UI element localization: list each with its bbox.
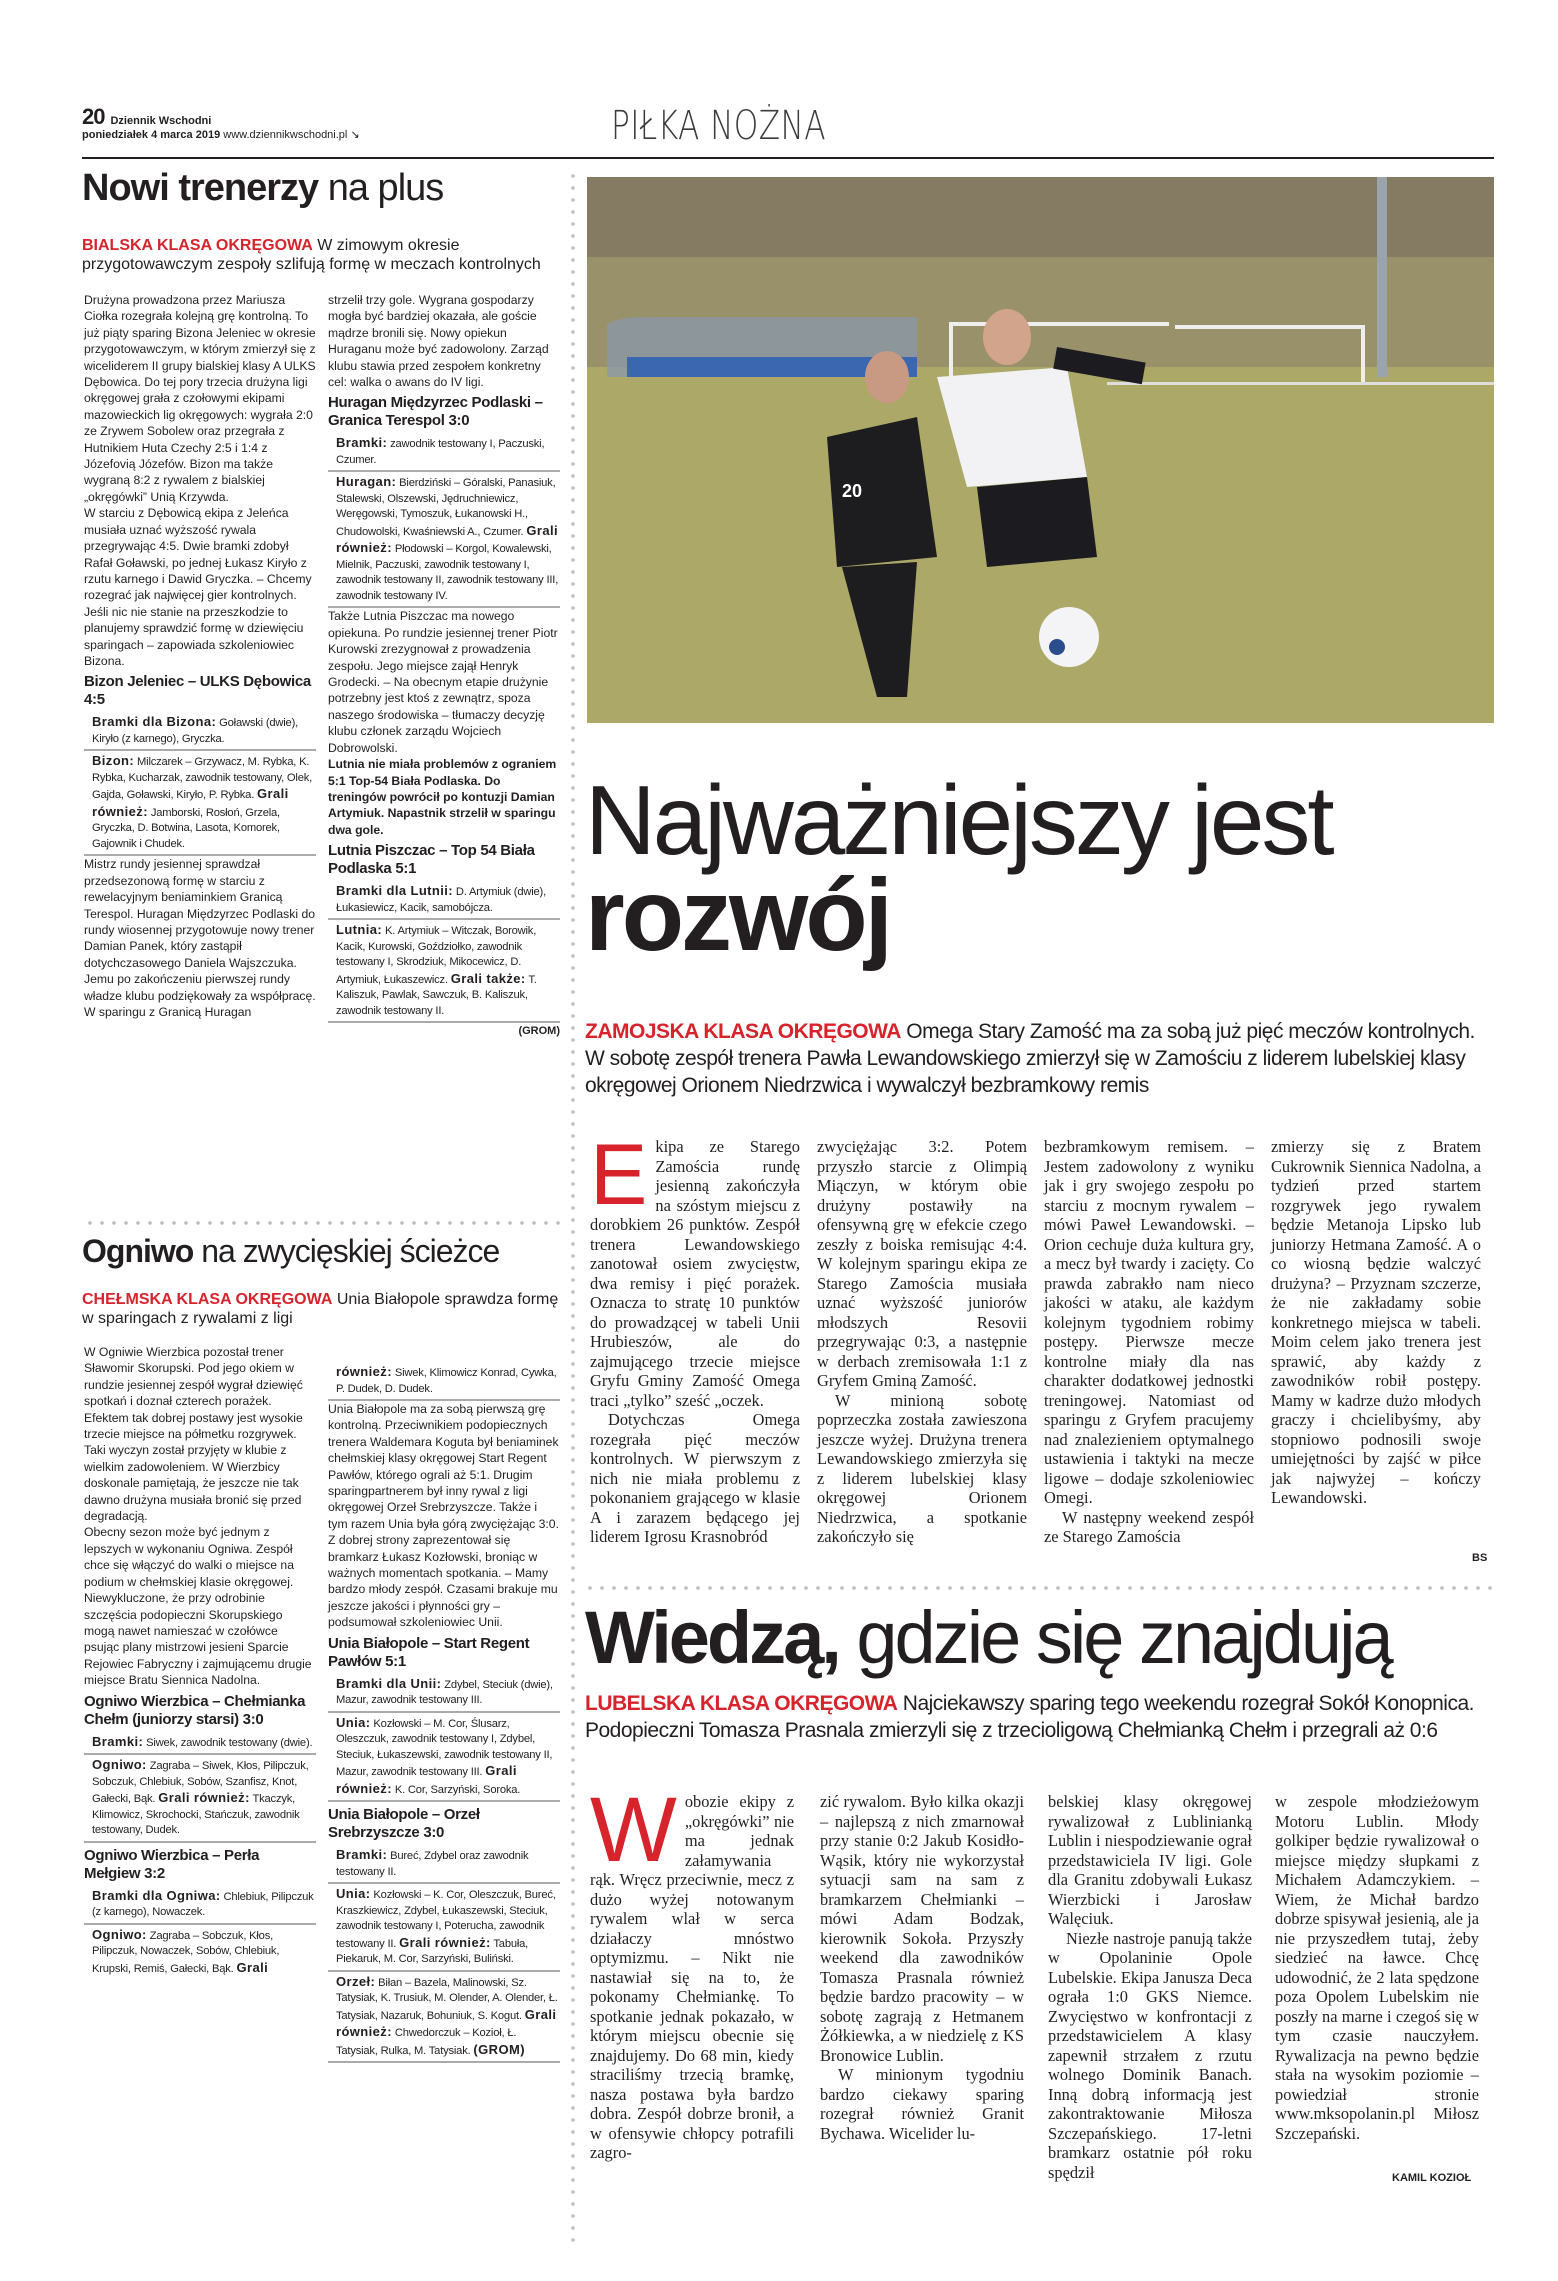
article-column-3: bezbramkowym remisem. – Jestem zadowolony z wyniku jak i gry swojego zespołu po starciu z mocnym rywalem – mówi Paweł Lewandowski. – Orion cechuje duża kultura gry, a mecz był twardy i zacięty. Co prawda zabrakło nam nieco jakości w ataku, ale każdym kolejnym tygodniem robimy postępy. Pierwsze mecze kontrolne miały dla nas charakter dodatkowej jednostki treningowej. Natomiast od sparingu z Gryfem pracujemy nad znalezieniem optymalnego ustawienia i taktyki na mecze ligowe – dodaje szkoleniowiec Omegi. W następny weekend zespół ze Starego Zamościa — [1044, 1137, 1254, 1546]
match-title: Huragan Międzyrzec Podlaski – Granica Terespol 3:0 — [328, 394, 543, 430]
article-kicker: LUBELSKA KLASA OKRĘGOWA Najciekawszy sparing tego weekendu rozegrał Sokół Konopnica. Podopieczni Tomasza Prasnala zmierzyli się z trzecioligową Chełmianką Chełm i przegrali aż 0:6 — [585, 1692, 1474, 1742]
article-kicker: BIALSKA KLASA OKRĘGOWA W zimowym okresie przygotowawczym zespoły szlifują formę w meczach kontrolnych — [82, 237, 541, 273]
article-title: Nowi trenerzy na plus — [82, 167, 444, 209]
match-subs: również: Siwek, Klimowicz Konrad, Cywka, P. Dudek, D. Dudek. — [328, 1362, 560, 1401]
article-column-4: zmierzy się z Bratem Cukrownik Siennica Nadolna, a tydzień przed startem rozgrywek jego rywalem będzie Metanoja Lipsko lub juniorzy Hetmana Zamość. A o co wiosną będzie walczyć drużyna? – Przyznam szczerze, że nie zakładamy sobie konkretnego miejsca w tabeli. Moim celem jako trenera jest sprawić, aby każdy z zawodników robił postępy. Mamy w kadrze dużo młodych graczy i chcielibyśmy, aby stopniowo podnosili swoje umiejętności by zajść w piłce jak najwyżej – kończy Lewandowski. — [1271, 1137, 1481, 1507]
match-title: Ogniwo Wierzbica – Chełmianka Chełm (juniorzy starsi) 3:0 — [84, 1692, 306, 1728]
match-goals: Bramki: zawodnik testowany I, Paczuski, Czumer. — [328, 433, 560, 472]
article-column-2: zwyciężając 3:2. Potem przyszło starcie z Olimpią Miączyn, w którym obie drużyny postawiły na ofensywną grę w efekcie czego zeszły z boiska remisując 4:4. W kolejnym sparingu ekipa ze Starego Zamościa musiała uznać wyższość juniorów młodszych Resovii przegrywając 0:3, a następnie w derbach zremisowała 1:1 z Gryfem Gminą Zamość. W minioną sobotę poprzeczka została zawieszona jeszcze wyżej. Drużyna trenera Lewandowskiego zmierzyła się z liderem lubelskiej klasy okręgowej Orionem Niedrzwica, a spotkanie zakończyło się — [817, 1137, 1027, 1546]
match-lineup: Ogniwo: Zagraba – Sobczuk, Kłos, Pilipczuk, Nowaczek, Sobów, Chlebiuk, Krupski, Remiś, Gałecki, Bąk. Grali — [92, 1926, 280, 1975]
match-lineup: Bizon: Milczarek – Grzywacz, M. Rybka, K. Rybka, Kucharzak, zawodnik testowany, Olek, Gajda, Goławski, Kiryło, P. Rybka. Grali również: Jamborski, Rosłoń, Grzela, Gryczka, D. Botwina, Lasota, Komorek, Gajownik i Chudek. — [84, 751, 316, 856]
section-title: PIŁKA NOŻNA — [611, 103, 826, 149]
article-column-4: w zespole młodzieżowym Motoru Lublin. Młody golkiper będzie rywalizował o miejsce między słupkami z Michałem Adamczykiem. – Wiem, że Michał bardzo dobrze spisywał jesienią, ale ja nie przyszedłem tutaj, żeby siedzieć na ławce. Chcę udowodnić, że 2 lata spędzone poza Opolem Lubelskim nie poszły na marne i czegoś się w tym czasie nauczyłem. Rywalizacja na pewno będzie stała na wysokim poziomie – powiedział stronie www.mksopolanin.pl Miłosz Szczepański. — [1275, 1792, 1479, 2143]
author-byline: BS — [1472, 1552, 1488, 1564]
author-byline: KAMIL KOZIOŁ — [1392, 2172, 1472, 2184]
football-photo-illustration — [587, 177, 1494, 723]
article-kicker: CHEŁMSKA KLASA OKRĘGOWA Unia Białopole sprawdza formę w sparingach z rywalami z ligi — [82, 1291, 559, 1327]
headline-line2: rozwój — [585, 858, 890, 972]
dropcap: E — [590, 1127, 648, 1223]
article-column-1: Wobozie ekipy z „okręgówki” nie ma jednak załamywania rąk. Wręcz przeciwnie, mecz z dużo wyżej notowanym rywalem wlał w serca działaczy mnóstwo optymizmu. – Nikt nie nastawiał się na to, że pokonamy Chełmiankę. To spotkanie jednak pokazało, w którym miejscu obecnie się znajdujemy. Do 68 min, kiedy straciliśmy trzecią bramkę, nasza postawa była bardzo dobra. Zespół dobrze bronił, a w ofensywie chłopcy potrafili zagro- — [590, 1779, 794, 2162]
article-column-1: Drużyna prowadzona przez Mariusza Ciołka rozegrała kolejną grę kontrolną. To już piąty sparing Bizona Jeleniec w okresie przygotowawczym, w którym zmierzył się z wiceliderem II grupy bialskiej klasy A ULKS Dębowica. Do tej pory trzecia drużyna ligi okręgowej grała z czołowymi ekipami mazowieckich lig okręgowych: wygrała 2:0 ze Zrywem Sobolew oraz przegrała z Hutnikiem Huta Czechy 2:5 i 1:4 z Józefovią Józefów. Bizon ma także wygraną 8:2 z rywalem z bialskiej „okręgówki” Unią Krzywda. W starciu z Dębowicą ekipa z Jeleńca musiała uznać wyższość rywala przegrywając 4:5. Dwie bramki zdobył Rafał Goławski, po jednej Łukasz Kiryło z rzutu karnego i Dawid Gryczka. – Chcemy rozegrać jak najwięcej gier kontrolnych. Jeśli nic nie stanie na przeszkodzie to planujemy sprawdzić formę w dziewięciu sparingach – zapowiada szkoleniowiec Bizona. Bizon Jeleniec – ULKS Dębowica 4:5 Bramki dla Bizona: Goławski (dwie), Kiryło (z karnego), Gryczka. Bizon: Milczarek – Grzywacz, M. Rybka, K. Rybka, Kucharzak, zawodnik testowany, Olek, Gajda, Goławski, Kiryło, P. Rybka. Grali również: Jamborski, Rosłoń, Grzela, Gryczka, D. Botwina, Lasota, Komorek, Gajownik i Chudek. Mistrz rundy jesiennej sprawdzał przedsezonową formę w starciu z rewelacyjnym beniaminkiem Granicą Terespol. Huragan Międzyrzec Podlaski do rundy wiosennej przygotowuje nowy trener Damian Panek, który zastąpił dotychczasowego Daniela Wajszczuka. Jemu po zakończeniu pierwszej rundy władze klubu podziękowały za współpracę. W sparingu z Granicą Huragan — [84, 293, 316, 1019]
svg-text:20: 20 — [842, 481, 863, 501]
article-column-2: również: Siwek, Klimowicz Konrad, Cywka, P. Dudek, D. Dudek. Unia Białopole ma za sobą pierwszą grę kontrolną. Przeciwnikiem podopiecznych trenera Waldemara Koguta był beniaminek chełmskiej klasy okręgowej Start Regent Pawłów, którego ograli aż 5:1. Drugim sparingpartnerem był inny rywal z ligi okręgowej Orzeł Srebrzyszcze. Także i tym razem Unia była górą zwyciężając 3:0. Z dobrej strony zaprezentował się bramkarz Łukasz Kozłowski, broniąc w ważnych momentach spotkania. – Mamy bardzo młody zespół. Czasami brakuje mu jeszcze jakości i płynności gry – podsumował szkoleniowiec Unii. Unia Białopole – Start Regent Pawłów 5:1 Bramki dla Unii: Zdybel, Steciuk (dwie), Mazur, zawodnik testowany III. Unia: Kozłowski – M. Cor, Ślusarz, Oleszczuk, zawodnik testowany I, Zdybel, Steciuk, Łukaszewski, zawodnik testowany II, Mazur, zawodnik testowany III. Grali również: K. Cor, Sarzyński, Soroka. Unia Białopole – Orzeł Srebrzyszcze 3:0 Bramki: Bureć, Zdybel oraz zawodnik testowany II. Unia: Kozłowski – K. Cor, Oleszczuk, Bureć, Kraszkiewicz, Zdybel, Łukaszewski, Steciuk, zawodnik testowany I, Poterucha, zawodnik testowany II. Grali również: Tabuła, Piekaruk, M. Cor, Sarzyński, Buliński. Orzeł: Biłan – Bazela, Malinowski, Sz. Tatysiak, K. Trusiuk, M. Olender, A. Olender, Ł. Tatysiak, Nazaruk, Bohuniuk, S. Kogut. Grali również: Chwedorczuk – Kozioł, Ł. Tatysiak, Rulka, M. Tatysiak. (GROM) — [328, 1362, 560, 2063]
article-title: Ogniwo na zwycięskiej ścieżce — [82, 1233, 500, 1269]
page-number: 20 — [82, 104, 105, 129]
match-title: Ogniwo Wierzbica – Perła Mełgiew 3:2 — [84, 1846, 260, 1882]
article-column-2: strzelił trzy gole. Wygrana gospodarzy mogła być bardziej okazała, ale goście mądrze bronili się. Nowy opiekun Huraganu może być zadowolony. Zarząd klubu stawia przed zespołem konkretny cel: walka o awans do IV ligi. Huragan Międzyrzec Podlaski – Granica Terespol 3:0 Bramki: zawodnik testowany I, Paczuski, Czumer. Huragan: Bierdziński – Góralski, Panasiuk, Stalewski, Olszewski, Jędruchniewicz, Weręgowski, Tymoszuk, Łukanowski H., Chudowolski, Kwaśniewski A., Czumer. Grali również: Płodowski – Korgol, Kowalewski, Mielnik, Paczuski, zawodnik testowany I, zawodnik testowany II, zawodnik testowany III, zawodnik testowany IV. Także Lutnia Piszczac ma nowego opiekuna. Po rundzie jesiennej trener Piotr Kurowski zrezygnował z prowadzenia zespołu. Jego miejsce zajął Henryk Grodecki. – Na obecnym etapie drużynie potrzebny jest ktoś z zewnątrz, spoza naszego środowiska – tłumaczy decyzję klubu członek zarządu Wojciech Dobrowolski. Lutnia nie miała problemów z ograniem 5:1 Top-54 Biała Podlaska. Do treningów powrócił po kontuzji Damian Artymiuk. Napastnik strzelił w sparingu dwa gole. Lutnia Piszczac – Top 54 Biała Podlaska 5:1 Bramki dla Lutnii: D. Artymiuk (dwie), Łukasiewicz, Kacik, samobójcza. Lutnia: K. Artymiuk – Witczak, Borowik, Kacik, Kurowski, Goździołko, zawodnik testowany I, Skrodziuk, Mikocewicz, D. Artymiuk, Łukaszewicz. Grali także: T. Kaliszuk, Pawlak, Sawczuk, B. Kaliszuk, zawodnik testowany II. (GROM) — [328, 292, 560, 1040]
masthead — [82, 104, 562, 141]
match-goals: Bramki: Bureć, Zdybel oraz zawodnik testowany II. — [328, 1845, 560, 1884]
header-rule — [82, 157, 1494, 159]
match-lineup: Unia: Kozłowski – M. Cor, Ślusarz, Oleszczuk, zawodnik testowany I, Zdybel, Steciuk, Łukaszewski, zawodnik testowany II, Mazur, zawodnik testowany III. Grali również: K. Cor, Sarzyński, Soroka. — [328, 1713, 560, 1803]
issue-date: poniedziałek 4 marca 2019 — [82, 129, 221, 141]
opponent-lineup: Orzeł: Biłan – Bazela, Malinowski, Sz. Tatysiak, K. Trusiuk, M. Olender, A. Olender, Ł. Tatysiak, Nazaruk, Bohuniuk, S. Kogut. Grali również: Chwedorczuk – Kozioł, Ł. Tatysiak, Rulka, M. Tatysiak. (GROM) — [328, 1972, 560, 2064]
author-signature: (GROM) — [518, 1025, 560, 1038]
match-lineup: Ogniwo: Zagraba – Siwek, Kłos, Pilipczuk, Sobczuk, Chlebiuk, Sobów, Szanfisz, Knot, Gałecki, Bąk. Grali również: Tkaczyk, Klimowicz, Skrochocki, Stańczuk, zawodnik testowany, Dudek. — [84, 1755, 316, 1843]
match-title: Unia Białopole – Orzeł Srebrzyszcze 3:0 — [328, 1806, 480, 1842]
paper-name: Dziennik Wschodni — [110, 115, 212, 127]
match-lineup: Lutnia: K. Artymiuk – Witczak, Borowik, Kacik, Kurowski, Goździołko, zawodnik testowany I, Skrodziuk, Mikocewicz, D. Artymiuk, Łukaszewicz. Grali także: T. Kaliszuk, Pawlak, Sawczuk, B. Kaliszuk, zawodnik testowany II. — [328, 920, 560, 1023]
headline-line1: Najważniejszy jest — [585, 765, 1332, 875]
league-label: LUBELSKA KLASA OKRĘGOWA — [585, 1692, 898, 1715]
match-lineup: Huragan: Bierdziński – Góralski, Panasiuk, Stalewski, Olszewski, Jędruchniewicz, Weręgowski, Tymoszuk, Łukanowski H., Chudowolski, Kwaśniewski A., Czumer. Grali również: Płodowski – Korgol, Kowalewski, Mielnik, Paczuski, zawodnik testowany I, zawodnik testowany II, zawodnik testowany III, zawodnik testowany IV. — [328, 472, 560, 608]
article-kicker: ZAMOJSKA KLASA OKRĘGOWA Omega Stary Zamość ma za sobą już pięć meczów kontrolnych. W sobotę zespół trenera Pawła Lewandowskiego zmierzył się w Zamościu z liderem lubelskiej klasy okręgowej Orionem Niedrzwica i wywalczył bezbramkowy remis — [585, 1020, 1475, 1097]
match-lineup: Unia: Kozłowski – K. Cor, Oleszczuk, Bureć, Kraszkiewicz, Zdybel, Łukaszewski, Steciuk, zawodnik testowany I, Poterucha, zawodnik testowany II. Grali również: Tabuła, Piekaruk, M. Cor, Sarzyński, Buliński. — [328, 1884, 560, 1972]
match-goals: Bramki dla Ogniwa: Chlebiuk, Pilipczuk (z karnego), Nowaczek. — [84, 1886, 316, 1925]
league-label: ZAMOJSKA KLASA OKRĘGOWA — [585, 1020, 901, 1043]
league-label: CHEŁMSKA KLASA OKRĘGOWA — [82, 1291, 333, 1308]
cursor-icon: ↘ — [350, 129, 360, 141]
match-title: Unia Białopole – Start Regent Pawłów 5:1 — [328, 1634, 530, 1670]
dotted-divider — [84, 1221, 560, 1225]
dropcap: W — [590, 1779, 677, 1881]
article-column-1: W Ogniwie Wierzbica pozostał trener Sławomir Skorupski. Pod jego okiem w rundzie jesiennej zespół wygrał dziewięć spotkań i doznał czterech porażek. Efektem tak dobrej postawy jest wysokie trzecie miejsce na półmetku rozgrywek. Taki wyczyn został przyjęty w klubie z wielkim zadowoleniem. W Wierzbicy doskonale pamiętają, że jeszcze nie tak dawno drużyna musiała bronić się przed degradacją. Obecny sezon może być jednym z lepszych w wykonaniu Ogniwa. Zespół chce się włączyć do walki o miejsce na podium w chełmskiej klasie okręgowej. Niewykluczone, że przy odrobinie szczęścia podopieczni Skorupskiego mogą nawet namieszać w czołówce psując plany mistrzowi jesieni Sparcie Rejowiec Fabryczny i zajmującemu drugie miejsce Bratu Siennica Nadolna. Ogniwo Wierzbica – Chełmianka Chełm (juniorzy starsi) 3:0 Bramki: Siwek, zawodnik testowany (dwie). Ogniwo: Zagraba – Siwek, Kłos, Pilipczuk, Sobczuk, Chlebiuk, Sobów, Szanfisz, Knot, Gałecki, Bąk. Grali również: Tkaczyk, Klimowicz, Skrochocki, Stańczuk, zawodnik testowany, Dudek. Ogniwo Wierzbica – Perła Mełgiew 3:2 Bramki dla Ogniwa: Chlebiuk, Pilipczuk (z karnego), Nowaczek. Ogniwo: Zagraba – Sobczuk, Kłos, Pilipczuk, Nowaczek, Sobów, Chlebiuk, Krupski, Remiś, Gałecki, Bąk. Grali — [84, 1344, 316, 1979]
article-column-2: zić rywalom. Było kilka okazji – najlepszą z nich zmarnował przy stanie 0:2 Jakub Kosidło-Wąsik, który nie wykorzystał sytuacji sam na sam z bramkarzem Chełmianki – mówi Adam Bodzak, kierownik Sokoła. Przyszły weekend dla zawodników Tomasza Prasnala również będzie bardzo pracowity – w sobotę zagrają z Hetmanem Żółkiewka, a w niedzielę z KS Bronowice Lublin. W minionym tygodniu bardzo ciekawy sparing rozegrał również Granit Bychawa. Wicelider lu- — [820, 1792, 1024, 2143]
article-column-1: Ekipa ze Starego Zamościa rundę jesienną zakończyła na szóstym miejscu z dorobkiem 26 punktów. Zespół trenera Lewandowskiego zanotował osiem zwycięstw, dwa remisy i pięć porażek. Oznacza to stratę 10 punktów do prowadzącej w tabeli Unii Hrubieszów, ale do zajmującego trzecie miejsce Gryfu Gminy Zamość Omega traci „tylko” sześć „oczek. Dotychczas Omega rozegrała pięć meczów kontrolnych. W pierwszym z nich nie miała problemu z pokonaniem grającego w klasie A i zarazem będącego jej liderem Igrosu Krasnobród — [590, 1127, 800, 1546]
match-title: Lutnia Piszczac – Top 54 Biała Podlaska 5:1 — [328, 842, 535, 878]
vertical-divider — [571, 170, 575, 2250]
website-link[interactable]: www.dziennikwschodni.pl — [223, 129, 348, 141]
headline: Wiedzą, gdzie się znajdują — [585, 1596, 1391, 1679]
league-label: BIALSKA KLASA OKRĘGOWA — [82, 237, 313, 254]
match-goals: Bramki: Siwek, zawodnik testowany (dwie). — [84, 1732, 316, 1756]
match-goals: Bramki dla Lutnii: D. Artymiuk (dwie), Łukasiewicz, Kacik, samobójcza. — [328, 881, 560, 920]
match-title: Bizon Jeleniec – ULKS Dębowica 4:5 — [84, 673, 311, 709]
dotted-divider — [584, 1586, 1494, 1590]
article-column-3: belskiej klasy okręgowej rywalizował z Lublinianką Lublin i niespodziewanie ograł przedstawiciela IV ligi. Gole dla Granitu zdobywali Łukasz Wierzbicki i Jarosław Walęciuk. Niezłe nastroje panują także w Opolaninie Opole Lubelskie. Ekipa Janusza Deca ograła 1:0 GKS Niemce. Zwycięstwo w konfrontacji z przedstawicielem A klasy zapewnił strzałem z rzutu wolnego Dominik Banach. Inną dobrą informacją jest zakontraktowanie Miłosza Szczepańskiego. 17-letni bramkarz ostatnie pół roku spędził — [1048, 1792, 1252, 2182]
match-goals: Bramki dla Unii: Zdybel, Steciuk (dwie), Mazur, zawodnik testowany III. — [328, 1674, 560, 1713]
match-photo — [587, 177, 1494, 723]
match-goals: Bramki dla Bizona: Goławski (dwie), Kiryło (z karnego), Gryczka. — [84, 712, 316, 751]
